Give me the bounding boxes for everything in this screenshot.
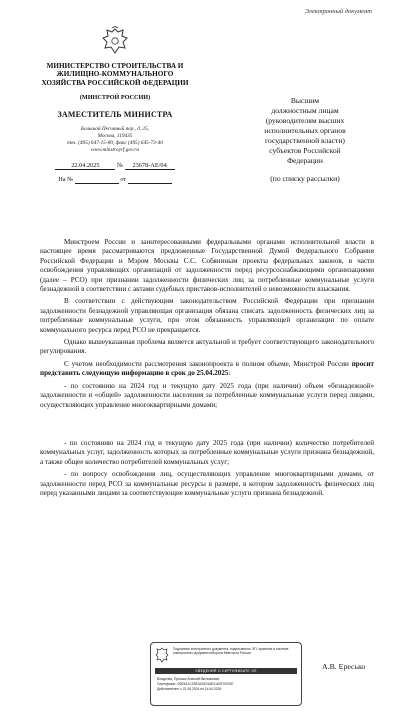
addressee-block: Высшим должностным лицам (руководителям высших исполнительных органов государственной власти) субъектов Российской Федерации (по списку рассылки) <box>240 96 370 184</box>
paragraph-4: С учетом необходимости рассмотрения законопроекта в полном объеме, Минстрой России просит представить следующую информацию в срок до 25.04.2025: <box>40 359 374 378</box>
position-title: ЗАМЕСТИТЕЛЬ МИНИСТРА <box>57 109 173 119</box>
reference-line: На № от <box>40 176 190 184</box>
request-item-3: - по вопросу освобождения лиц, осуществляющих управление многоквартирными домами, от задолженности перед РСО за коммунальные ресурсы в размере, в котором задолженность физических лиц перед указанными лицами за соответствующие коммунальные услуги признана безнадежной. <box>40 470 374 497</box>
paragraph-2: В соответствии с действующим законодательством Российской Федерации при признании задолженности безнадежной управляющая организация обязана списать задолженность физических лиц за потребленные коммунальные услуги, при этом обязанность управляющей организации по оплате коммунального ресурса перед РСО не прекращается. <box>40 297 374 334</box>
paragraph-3: Однако вышеуказанная проблема является актуальной и требует соответствующего законодательного регулирования. <box>40 338 374 356</box>
cert-owner: Владелец: Ересько Алексей Витальевич <box>157 677 220 681</box>
paragraph-1: Минстроем России и заинтересованными федеральными органами исполнительной власти в настоящее время рассматриваются предложенные Государственной Думой Федерального Собрания Российской Федерации и Мэром Москвы С.С. Собяниным проекты федеральных законов, в части освобождения управляющих организаций от задолженности перед ресурсоснабжающими организациями (далее – РСО) при признании задолженности физических лиц за потребленные коммунальные услуги безнадежной в соответствии с актами судебных приставов-исполнителей о невозможности взыскания. <box>40 238 374 294</box>
electronic-doc-note: Электронный документ <box>304 8 372 15</box>
mailing-list-note: (по списку рассылки) <box>270 174 340 183</box>
doc-date: 22.04.2025 <box>55 162 115 170</box>
ministry-short-name: (МИНСТРОЙ РОССИИ) <box>79 93 151 101</box>
request-item-1: - по состоянию на 2024 год и текущую дату 2025 года (при наличии) объем «безнадежной» задолженности и «общей» задолженности населения за потребленные коммунальные услуги перед лицами, осуществляющих управление многоквартирными домами; <box>40 381 374 409</box>
doc-number: 23678-АЕ/04 <box>125 162 175 170</box>
cert-validity: Действителен: с 21.06.2024 по 14.04.2025 <box>157 687 222 692</box>
ministry-name: МИНИСТЕРСТВО СТРОИТЕЛЬСТВА И ЖИЛИЩНО-КОММУНАЛЬНОГО ХОЗЯЙСТВА РОССИЙСКОЙ ФЕДЕРАЦИИ <box>41 62 189 87</box>
stamp-text: Подлинник электронного документа, подписанного ЭП, хранится в системе электронного документооборота Минстроя России <box>173 647 289 656</box>
document-date-number <box>40 162 190 170</box>
doc-number-label: № <box>116 161 123 169</box>
request-item-2: - по состоянию на 2024 год и текущую дату 2025 года (при наличии) количество потребителей коммунальных услуг, задолженность которых за потребленные коммунальные услуги признана безнадежной, а также общее количество потребителей коммунальных услуг; <box>40 438 374 466</box>
letterhead <box>40 26 190 184</box>
certificate-header: СВЕДЕНИЯ О СЕРТИФИКАТЕ ЭП <box>155 668 297 674</box>
emblem-icon <box>155 647 169 663</box>
coat-of-arms-icon <box>101 26 129 56</box>
request-deadline: просит представить следующую информацию в срок до 25.04.2025 <box>40 359 374 378</box>
signer-name: А.В. Ересько <box>322 662 366 671</box>
letter-body <box>40 238 374 501</box>
digital-signature-stamp <box>150 642 302 706</box>
ministry-address: Большой Песчаный пер., д. 25, Москва, 119435 тел. (495) 647-15-80, факс (495) 645-73-40 www.minstroyrf.gov.ru <box>67 125 163 153</box>
certificate-details <box>157 677 297 693</box>
cert-serial: Сертификат: 00E8A1C22B2A2624AE41A0F0CE0E <box>157 682 234 687</box>
